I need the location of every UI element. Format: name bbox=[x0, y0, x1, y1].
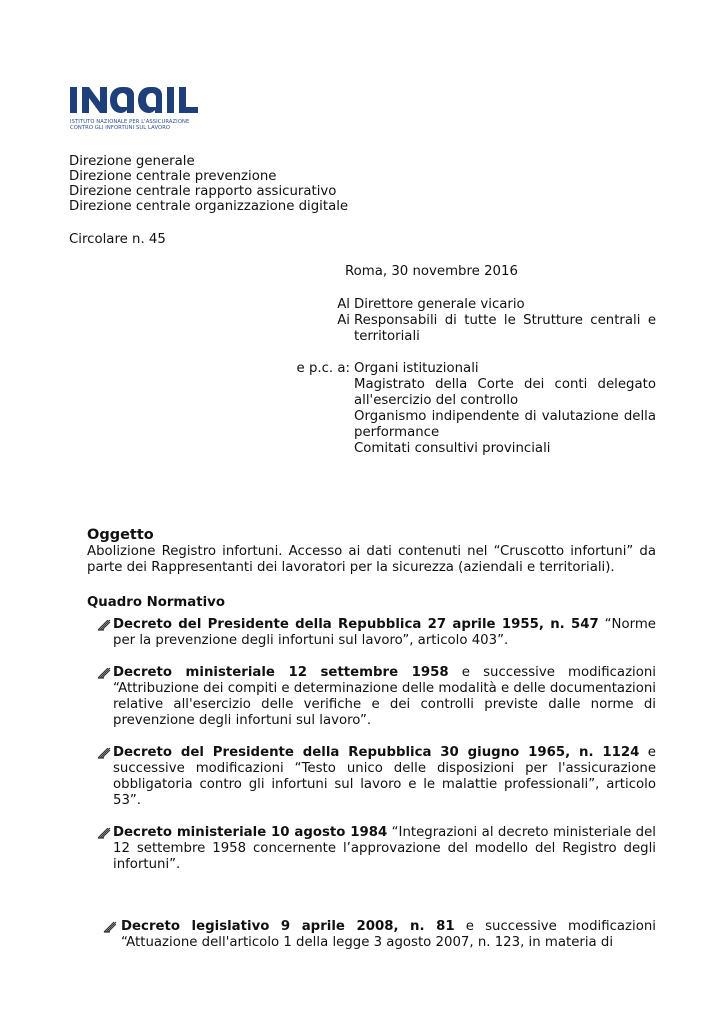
direction-line: Direzione generale bbox=[69, 154, 195, 169]
pen-bullet-icon bbox=[97, 619, 111, 631]
pen-bullet-icon bbox=[103, 921, 117, 933]
direction-line: Direzione centrale prevenzione bbox=[69, 169, 277, 184]
logo-subtitle: ISTITUTO NAZIONALE PER L'ASSICURAZIONE CONTRO GLI INFORTUNI SUL LAVORO bbox=[70, 119, 190, 131]
pen-bullet-icon bbox=[97, 667, 111, 679]
framework-item bbox=[103, 919, 656, 951]
addressees-block bbox=[280, 297, 656, 457]
subject-text: Abolizione Registro infortuni. Accesso ai dati contenuti nel “Cruscotto infortuni” da parte dei Rappresentanti dei lavoratori per la sicurezza (aziendali e territoriali). bbox=[87, 544, 656, 575]
cc-row bbox=[280, 361, 656, 457]
document-date: Roma, 30 novembre 2016 bbox=[345, 264, 518, 279]
law-reference: Decreto ministeriale 12 settembre 1958 bbox=[113, 665, 449, 680]
directions-list bbox=[69, 154, 348, 214]
law-description: e successive modificazioni “Testo unico delle disposizioni per l'assicurazione obbligatoria contro gli infortuni sul lavoro e le malattie professionali”, articolo 53”. bbox=[113, 745, 656, 808]
law-description: e successive modificazioni “Attuazione dell'articolo 1 della legge 3 agosto 2007, n. 123, in materia di bbox=[121, 919, 656, 950]
addressee-label: Al bbox=[337, 297, 350, 312]
framework-item bbox=[97, 745, 656, 809]
cc-item: Comitati consultivi provinciali bbox=[354, 441, 551, 456]
pen-bullet-icon bbox=[97, 747, 111, 759]
circular-number: Circolare n. 45 bbox=[69, 232, 166, 247]
cc-item: Magistrato della Corte dei conti delegato all'esercizio del controllo bbox=[354, 377, 656, 408]
framework-title: Quadro Normativo bbox=[87, 595, 225, 610]
cc-item: Organi istituzionali bbox=[354, 361, 479, 376]
direction-line: Direzione centrale rapporto assicurativo bbox=[69, 184, 337, 199]
framework-item bbox=[97, 825, 656, 873]
framework-item bbox=[97, 665, 656, 729]
law-reference: Decreto del Presidente della Repubblica 27 aprile 1955, n. 547 bbox=[113, 617, 599, 632]
law-description: “Norme per la prevenzione degli infortuni sul lavoro”, articolo 403”. bbox=[113, 617, 656, 648]
subject-title: Oggetto bbox=[87, 527, 154, 543]
addressee-row bbox=[280, 297, 656, 313]
cc-list bbox=[350, 361, 656, 457]
addressee-text: Responsabili di tutte le Strutture centrali e territoriali bbox=[354, 313, 656, 344]
law-description: e successive modificazioni “Attribuzione dei compiti e determinazione delle modalità e delle documentazioni relative all'esercizio delle verifiche e dei controlli previste dalle norme di prevenzione degli infortuni sul lavoro”. bbox=[113, 665, 656, 728]
addressee-text: Direttore generale vicario bbox=[354, 297, 525, 312]
law-reference: Decreto ministeriale 10 agosto 1984 bbox=[113, 825, 388, 840]
framework-item bbox=[97, 617, 656, 649]
cc-label: e p.c. a: bbox=[296, 361, 350, 376]
pen-bullet-icon bbox=[97, 827, 111, 839]
law-reference: Decreto legislativo 9 aprile 2008, n. 81 bbox=[121, 919, 455, 934]
inail-wordmark-icon bbox=[70, 86, 200, 116]
law-description: “Integrazioni al decreto ministeriale del 12 settembre 1958 concernente l’approvazione del modello del Registro degli infortuni”. bbox=[113, 825, 656, 872]
direction-line: Direzione centrale organizzazione digitale bbox=[69, 199, 349, 214]
cc-item: Organismo indipendente di valutazione della performance bbox=[354, 409, 656, 440]
law-reference: Decreto del Presidente della Repubblica 30 giugno 1965, n. 1124 bbox=[113, 745, 640, 760]
addressee-row bbox=[280, 313, 656, 345]
inail-logo bbox=[70, 86, 210, 131]
addressee-label: Ai bbox=[337, 313, 350, 328]
